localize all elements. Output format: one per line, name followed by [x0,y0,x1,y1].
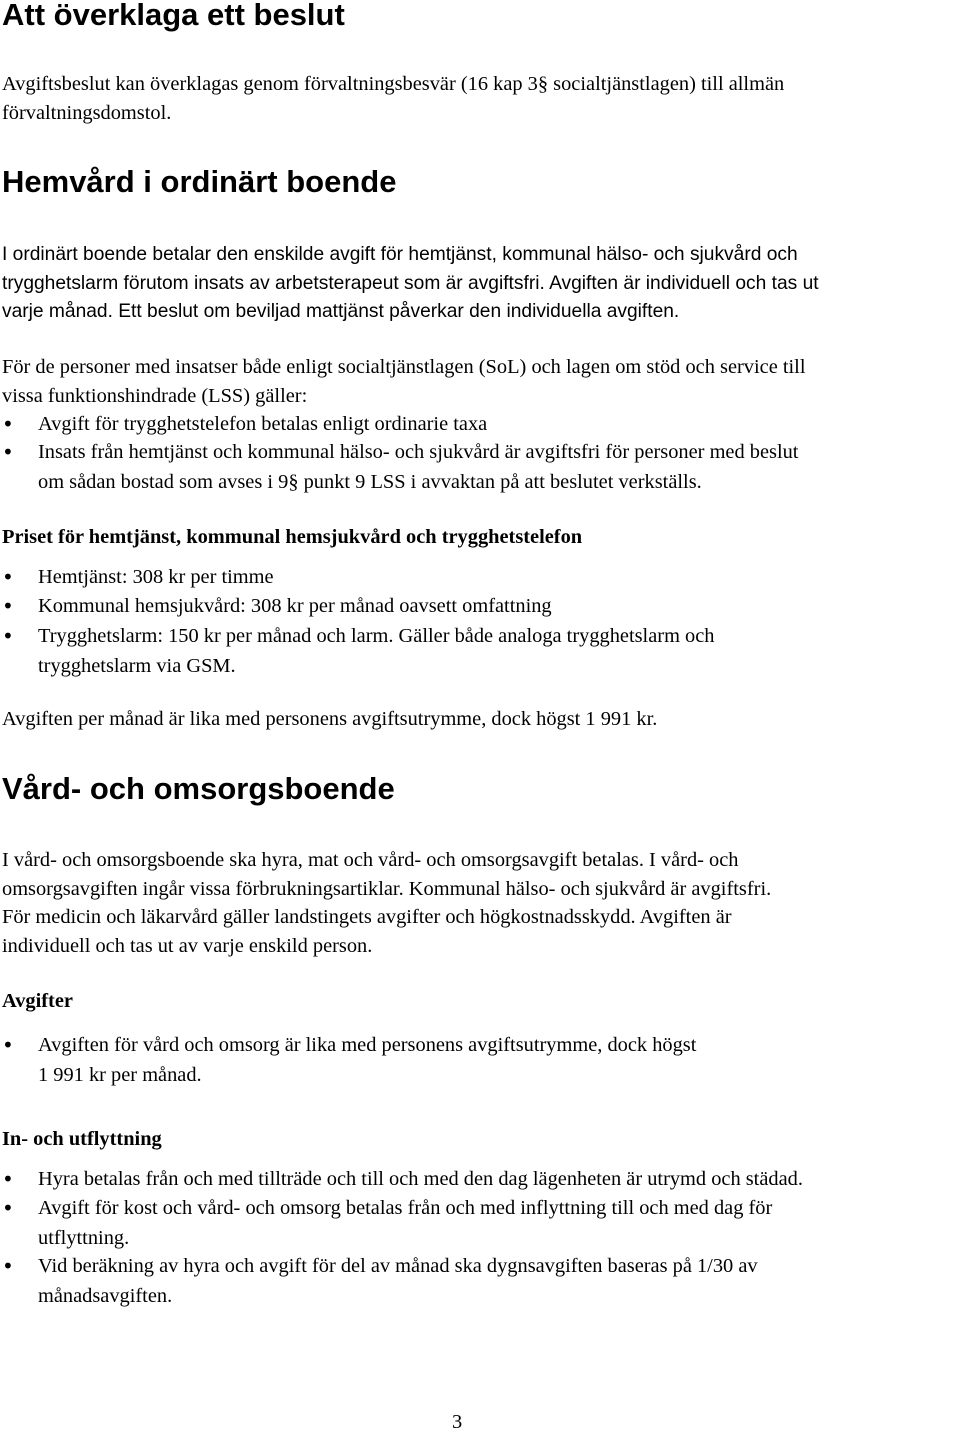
bullet-icon: • [2,1196,14,1220]
text-line: varje månad. Ett beslut om beviljad mattjänst påverkar den individuella avgiften. [2,301,680,322]
text-line: I vård- och omsorgsboende ska hyra, mat och vård- och omsorgsavgift betalas. I vård- och [2,849,739,871]
paragraph-hemvard-1 [2,241,819,327]
text-line: Insats från hemtjänst och kommunal hälso- och sjukvård är avgiftsfri för personer med beslut [38,441,799,463]
text-line: Avgift för kost och vård- och omsorg betalas från och med inflyttning till och med dag för [38,1197,773,1219]
text-line: Kommunal hemsjukvård: 308 kr per månad oavsett omfattning [38,595,552,617]
heading-vardboende: Vård- och omsorgsboende [2,771,395,806]
heading-flyttning: In- och utflyttning [2,1128,162,1150]
paragraph-priset-note: Avgiften per månad är lika med personens avgiftsutrymme, dock högst 1 991 kr. [2,708,658,730]
text-line: Avgift för trygghetstelefon betalas enligt ordinarie taxa [38,413,488,435]
text-line: Trygghetslarm: 150 kr per månad och larm. Gäller både analoga trygghetslarm och [38,625,715,647]
text-line: om sådan bostad som avses i 9§ punkt 9 LSS i avvaktan på att beslutet verkställs. [38,470,702,493]
list-item [2,1031,697,1090]
text-line: trygghetslarm förutom insats av arbetsterapeut som är avgiftsfri. [2,272,545,294]
bullet-icon: • [2,594,14,618]
list-item [2,1165,803,1195]
list-item [2,410,488,440]
text-line-group [2,270,819,299]
bullet-icon: • [2,624,14,648]
list-item [2,622,715,681]
text-line: För medicin och läkarvård gäller landstingets avgifter och högkostnadsskydd. Avgiften är [2,906,732,928]
page-number: 3 [452,1411,463,1433]
bullet-icon: • [2,412,14,436]
text-line: månadsavgiften. [38,1284,173,1307]
paragraph-vardboende [2,846,771,960]
text-line: 1 991 kr per månad. [38,1063,202,1086]
list-item [2,563,274,593]
bullet-icon: • [2,1167,14,1191]
text-line: Avgiften för vård och omsorg är lika med personens avgiftsutrymme, dock högst [38,1034,697,1056]
text-line: Vid beräkning av hyra och avgift för del av månad ska dygnsavgiften baseras på 1/30 av [38,1255,758,1277]
list-item [2,592,552,622]
text-line: trygghetslarm via GSM. [38,654,236,677]
bullet-icon: • [2,1033,14,1057]
paragraph-overklaga [2,70,784,127]
bullet-icon: • [2,440,14,464]
bullet-icon: • [2,565,14,589]
heading-avgifter: Avgifter [2,990,73,1012]
heading-hemvard: Hemvård i ordinärt boende [2,164,397,199]
text-line: vissa funktionshindrade (LSS) gäller: [2,384,308,407]
bullet-icon: • [2,1254,14,1278]
text-line: utflyttning. [38,1226,130,1249]
text-line: Hemtjänst: 308 kr per timme [38,566,274,588]
heading-priset: Priset för hemtjänst, kommunal hemsjukvård och trygghetstelefon [2,526,583,548]
text-line: förvaltningsdomstol. [2,101,172,124]
list-item [2,1194,773,1253]
text-line: individuell och tas ut av varje enskild person. [2,934,373,957]
heading-overklaga: Att överklaga ett beslut [2,0,345,32]
text-line: omsorgsavgiften ingår vissa förbrukningsartiklar. Kommunal hälso- och sjukvård är avgiftsfri. [2,877,772,900]
paragraph-hemvard-2 [2,353,806,410]
list-item [2,438,799,497]
text-line: I ordinärt boende betalar den enskilde avgift för hemtjänst, kommunal hälso- och sjukvård och [2,244,798,265]
text-line: För de personer med insatser både enligt socialtjänstlagen (SoL) och lagen om stöd och service till [2,356,806,378]
list-item [2,1252,758,1311]
text-line: Avgiften är individuell och tas ut [549,272,819,294]
text-line: Hyra betalas från och med tillträde och till och med den dag lägenheten är utrymd och städad. [38,1168,803,1190]
text-line: Avgiftsbeslut kan överklagas genom förvaltningsbesvär (16 kap 3§ socialtjänstlagen) till allmän [2,73,785,95]
